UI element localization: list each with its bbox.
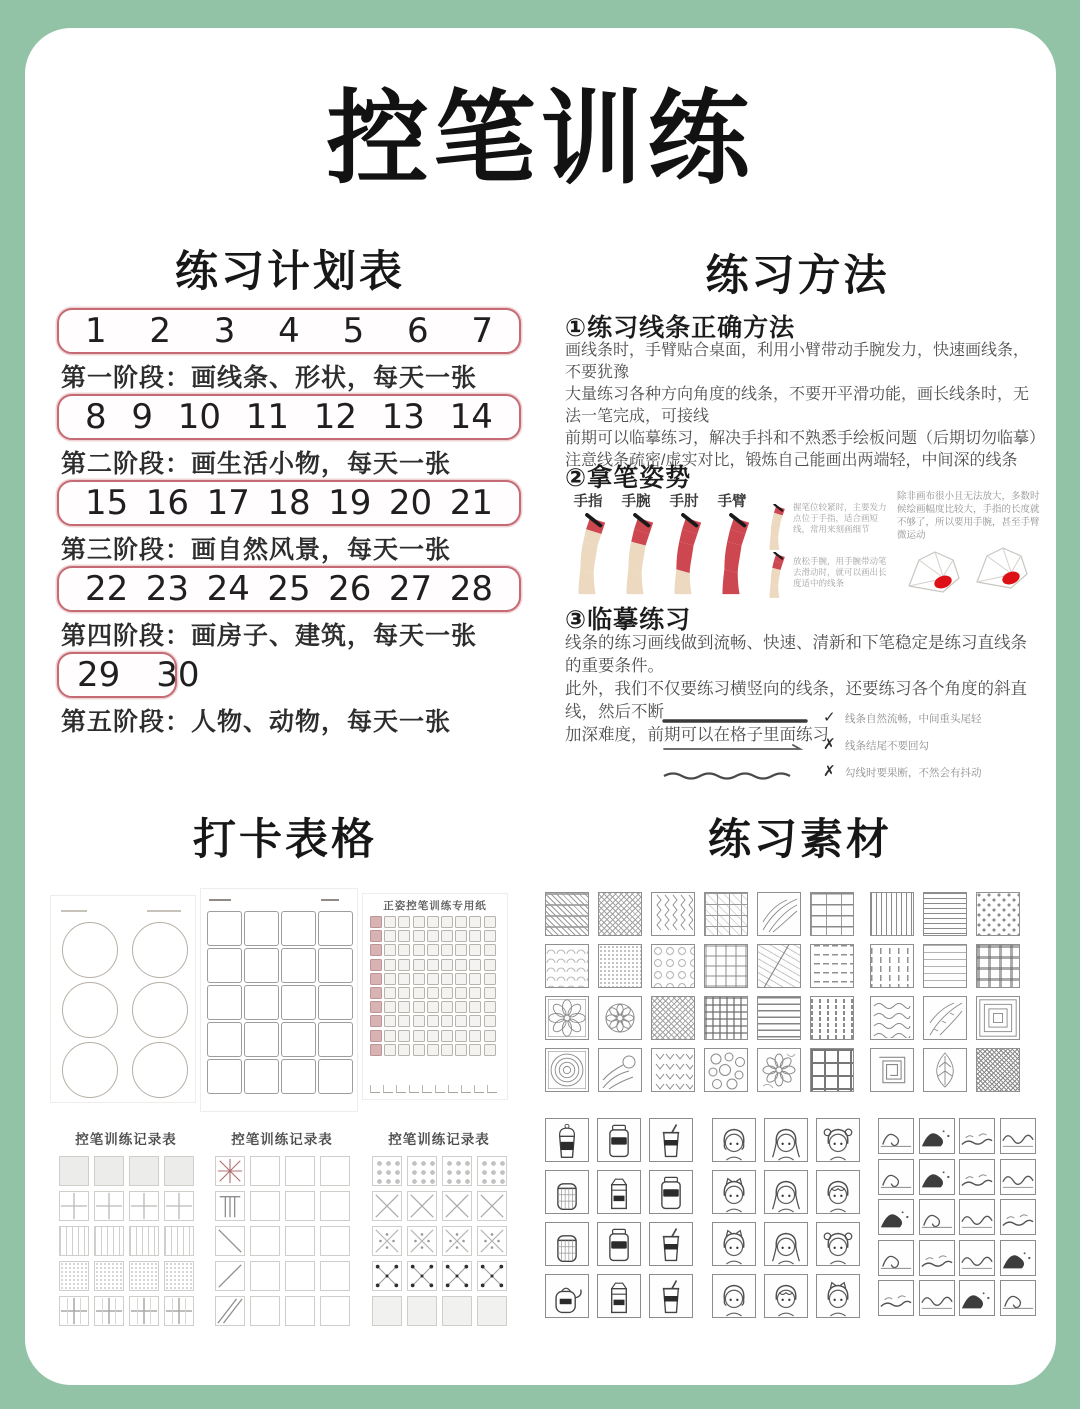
pattern-tile-pebbles [704, 1048, 748, 1092]
material-pattern-row [545, 892, 1020, 936]
record-cell-quadrant [164, 1191, 194, 1221]
drink-tile-snack-pack [597, 1170, 641, 1214]
pattern-tile-leaf-branches [923, 996, 967, 1040]
pattern-tile-fine-herringbone [651, 996, 695, 1040]
day-number: 13 [381, 397, 425, 437]
pattern-tile-dash-rows [810, 944, 854, 988]
wave-tile-breaking-crest [878, 1199, 914, 1235]
day-number: 20 [388, 483, 433, 523]
record-cell-blank [320, 1261, 350, 1291]
pattern-tile-scribble-lattice [976, 1048, 1020, 1092]
record-cell-diagonal-up [215, 1261, 245, 1291]
record-cell-blank [285, 1191, 315, 1221]
material-girls-board [712, 1118, 860, 1318]
record-cell-quadrant [59, 1191, 89, 1221]
day-number: 17 [206, 483, 250, 523]
day-number: 5 [342, 311, 365, 351]
record-cell-eight-spoke-star [215, 1156, 245, 1186]
record-cell-vertical-lines [129, 1226, 159, 1256]
record-cell-blank [285, 1226, 315, 1256]
wave-tile-rolling-wave [959, 1199, 995, 1235]
method-section-title: ①练习线条正确方法 [565, 314, 796, 342]
record-cell-x-cross [407, 1191, 437, 1221]
day-number: 1 [85, 311, 107, 351]
record-cell-vertical-lines [59, 1226, 89, 1256]
pattern-tile-herringbone [651, 892, 695, 936]
cross-mark-icon: ✗ [823, 763, 836, 780]
record-grid [211, 1156, 353, 1326]
record-sheet [368, 1128, 510, 1326]
day-number: 12 [313, 397, 357, 437]
pattern-tile-circle-columns [651, 944, 695, 988]
record-cell-x-cross-dots [477, 1226, 507, 1256]
pattern-tile-text-lines [757, 996, 801, 1040]
day-number: 2 [149, 311, 172, 351]
record-cell-shaded [94, 1156, 124, 1186]
pattern-tile-wave-lines [870, 996, 914, 1040]
record-cell-polka-dots [442, 1156, 472, 1186]
record-cell-x-cross [442, 1191, 472, 1221]
record-cell-blank [320, 1191, 350, 1221]
record-cell-blank [320, 1226, 350, 1256]
girl-tile-twin-buns [816, 1118, 860, 1162]
record-cell-blank [250, 1261, 280, 1291]
method-paragraph: 大量练习各种方向角度的线条，不要开平滑功能，画长线条时，无法一笔完成，可接线 [565, 386, 1030, 425]
arm-part-label: 手臂 [717, 494, 747, 510]
record-cell-stipple [164, 1261, 194, 1291]
drink-tile-milk-carton [597, 1274, 641, 1318]
record-sheet-title: 控笔训练记录表 [388, 1132, 490, 1147]
pattern-tile-petal-flower [545, 996, 589, 1040]
pattern-tile-stitch-columns [810, 996, 854, 1040]
record-cell-blank [285, 1296, 315, 1326]
material-waves-board [878, 1118, 1036, 1316]
pattern-tile-bold-grid [810, 1048, 854, 1092]
day-number: 23 [145, 569, 190, 609]
girl-tile-puppy-ears [712, 1222, 756, 1266]
method-paragraph: 画线条时，手臂贴合桌面，利用小臂带动手腕发力，快速画线条，不要犹豫 [565, 342, 1030, 381]
pattern-tile-chevron-dots [651, 1048, 695, 1092]
material-pattern-row [545, 996, 1020, 1040]
record-cell-window-grid [164, 1296, 194, 1326]
materials-heading: 练习素材 [708, 816, 892, 864]
girl-tile-cat-ears [712, 1170, 756, 1214]
drink-tile-teapot [545, 1274, 589, 1318]
special-sheet-title: 正姿控笔训练专用纸 [383, 900, 487, 912]
record-sheet [211, 1128, 353, 1326]
record-cell-x-cross-dots [372, 1226, 402, 1256]
record-cell-x-cross-dots [407, 1226, 437, 1256]
record-cell-x-corner-dots [407, 1261, 437, 1291]
material-pattern-row [545, 1048, 1020, 1092]
record-cell-x-cross [372, 1191, 402, 1221]
day-number: 7 [471, 311, 493, 351]
tracing-paragraph-line: 加深难度，前期可以在格子里面练习 [565, 726, 829, 744]
day-number: 9 [131, 397, 153, 437]
wave-tile-rolling-wave [1000, 1159, 1036, 1195]
stage-label: 第五阶段：人物、动物，每天一张 [61, 708, 452, 736]
tracing-paragraph-line: 此外，我们不仅要练习横竖向的线条，还要练习各个角度的斜直线，然后不断 [565, 680, 1027, 721]
cross-mark-icon: ✗ [823, 736, 836, 753]
method-section-title: ③临摹练习 [565, 606, 692, 634]
pattern-tile-rosette [598, 996, 642, 1040]
day-number: 26 [328, 569, 372, 609]
day-number: 22 [85, 569, 129, 609]
example-caption: 勾线时要果断，不然会有抖动 [845, 767, 982, 779]
drink-tile-mesh-mug [545, 1222, 589, 1266]
pattern-tile-dash-columns [870, 944, 914, 988]
pattern-tile-leaf-veins [923, 1048, 967, 1092]
record-cell-vertical-lines [94, 1226, 124, 1256]
pattern-tile-concentric-circles [545, 1048, 589, 1092]
pattern-tile-square-spiral [870, 1048, 914, 1092]
day-number: 3 [213, 311, 236, 351]
pattern-tile-plaid [976, 944, 1020, 988]
method-section-title: ②拿笔姿势 [565, 464, 692, 492]
record-cell-window-grid [94, 1296, 124, 1326]
stage-label: 第二阶段：画生活小物，每天一张 [61, 450, 452, 478]
wave-tile-foam-spray [878, 1280, 914, 1316]
method-paragraph: 前期可以临摹练习，解决手抖和不熟悉手绘板问题（后期切勿临摹） [565, 430, 1046, 447]
wave-tile-breaking-crest [919, 1159, 955, 1195]
record-cell-stipple [59, 1261, 89, 1291]
drink-tile-soda-cup [649, 1118, 693, 1162]
arm-part-label: 手腕 [621, 494, 651, 510]
page-title: 控笔训练 [326, 82, 755, 196]
record-cell-quadrant [129, 1191, 159, 1221]
pattern-tile-floral-scribble [757, 1048, 801, 1092]
checkin-heading: 打卡表格 [193, 816, 377, 864]
record-cell-faint-shade [477, 1296, 507, 1326]
grip-note-canvas-size: 除非画布很小且无法放大，多数时候绘画幅度比较大，手指的长度就不够了，所以要用手腕，甚至手臂微运动 [897, 491, 1040, 541]
wave-tile-curling-wave [1000, 1280, 1036, 1316]
stage-label: 第三阶段：画自然风景，每天一张 [61, 536, 452, 564]
pattern-tile-horizontal-lines [923, 892, 967, 936]
wave-tile-rolling-wave [959, 1240, 995, 1276]
example-caption: 线条结尾不要回勾 [845, 740, 929, 752]
day-number: 15 [85, 483, 129, 523]
day-number: 27 [388, 569, 433, 609]
drink-tile-coffee-jar [597, 1118, 641, 1162]
drink-tile-stacked-cup [545, 1170, 589, 1214]
record-cell-x-corner-dots [477, 1261, 507, 1291]
record-grid [55, 1156, 197, 1326]
girl-tile-long-straight [764, 1222, 808, 1266]
grip-note-wrist-lines: 放松手腕，用手腕带动笔去滑动时，就可以画出长度适中的线条 [793, 556, 887, 588]
wave-tile-foam-spray [959, 1118, 995, 1154]
day-number: 19 [328, 483, 372, 523]
check-mark-icon: ✓ [823, 709, 836, 726]
wave-tile-curling-wave [878, 1240, 914, 1276]
record-cell-faint-shade [372, 1296, 402, 1326]
stage-label: 第四阶段：画房子、建筑，每天一张 [61, 622, 478, 650]
record-cell-blank [320, 1296, 350, 1326]
pattern-tile-leaf-texture [757, 892, 801, 936]
girl-tile-bear-hood [816, 1274, 860, 1318]
record-cell-blank [285, 1261, 315, 1291]
record-cell-blank [250, 1156, 280, 1186]
record-cell-diagonal-down [215, 1226, 245, 1256]
day-number: 8 [85, 397, 107, 437]
record-cell-stipple [94, 1261, 124, 1291]
day-number: 10 [177, 397, 221, 437]
day-number: 28 [449, 569, 493, 609]
wave-tile-foam-spray [1000, 1199, 1036, 1235]
pattern-tile-stone-grid [704, 892, 748, 936]
record-cell-shaded [164, 1156, 194, 1186]
pattern-tile-vertical-lines [870, 892, 914, 936]
girl-tile-fluffy [764, 1274, 808, 1318]
record-cell-window-grid [59, 1296, 89, 1326]
wave-tile-curling-wave [878, 1159, 914, 1195]
arm-part-label: 手指 [573, 494, 603, 510]
record-cell-shaded [129, 1156, 159, 1186]
drink-tile-slotted-cup [649, 1222, 693, 1266]
material-pattern-grid [545, 892, 1020, 1100]
day-number: 11 [245, 397, 289, 437]
day-number: 21 [449, 483, 493, 523]
record-cell-x-corner-dots [442, 1261, 472, 1291]
day-number: 25 [267, 569, 311, 609]
record-cell-blank [285, 1156, 315, 1186]
day-number: 30 [156, 655, 200, 695]
record-cell-blank [250, 1296, 280, 1326]
girl-tile-bob-bangs [816, 1170, 860, 1214]
record-cell-window-grid [129, 1296, 159, 1326]
material-drinks-board [545, 1118, 693, 1318]
drink-tile-hat-bucket [597, 1222, 641, 1266]
record-grid [368, 1156, 510, 1326]
pattern-tile-diamond-dots [976, 892, 1020, 936]
pattern-tile-diagonal-panel [757, 944, 801, 988]
day-number: 29 [77, 655, 121, 695]
wave-tile-rolling-wave [919, 1280, 955, 1316]
wave-tile-foam-spray [919, 1240, 955, 1276]
girl-tile-short-curl [712, 1274, 756, 1318]
grip-note-short-lines: 握笔位较紧时，主要发力点位于手指，适合画短线，常用来刻画细节 [793, 502, 887, 534]
day-number: 14 [449, 397, 493, 437]
material-pattern-row [545, 944, 1020, 988]
wave-tile-breaking-crest [919, 1118, 955, 1154]
record-cell-x-cross-dots [442, 1226, 472, 1256]
record-cell-x-cross [477, 1191, 507, 1221]
wave-tile-curling-wave [919, 1199, 955, 1235]
day-number: 6 [406, 311, 429, 351]
pattern-tile-scale-lattice [545, 944, 589, 988]
day-number: 24 [206, 569, 250, 609]
record-cell-polka-dots [372, 1156, 402, 1186]
day-number: 16 [145, 483, 190, 523]
tracing-paragraph-line: 线条的练习画线做到流畅、快速、清新和下笔稳定是练习直线条的重要条件。 [565, 634, 1027, 675]
pattern-tile-light-plaid [704, 944, 748, 988]
stage-label: 第一阶段：画线条、形状，每天一张 [61, 364, 478, 392]
record-sheet-title: 控笔训练记录表 [75, 1132, 177, 1147]
poster-card [25, 28, 1056, 1385]
day-number: 4 [278, 311, 300, 351]
day-number: 18 [267, 483, 311, 523]
plan-heading: 练习计划表 [175, 248, 405, 296]
pattern-tile-fine-lines [923, 944, 967, 988]
record-cell-faint-shade [442, 1296, 472, 1326]
girl-tile-long-wavy [764, 1170, 808, 1214]
record-cell-blank [250, 1191, 280, 1221]
record-cell-x-corner-dots [372, 1261, 402, 1291]
record-cell-stipple [129, 1261, 159, 1291]
pattern-tile-dense-plaid [704, 996, 748, 1040]
drink-tile-iced-drink [649, 1274, 693, 1318]
record-sheet-title: 控笔训练记录表 [231, 1132, 333, 1147]
girl-tile-curly [816, 1222, 860, 1266]
arm-part-label: 手肘 [669, 494, 699, 510]
record-cell-polka-dots [407, 1156, 437, 1186]
pattern-tile-curve-circle [598, 1048, 642, 1092]
record-cell-shaded [59, 1156, 89, 1186]
method-paragraph: 注意线条疏密/虚实对比，锻炼自己能画出两端轻，中间深的线条 [565, 452, 1018, 469]
pattern-tile-cross-hatch [598, 892, 642, 936]
pattern-tile-brick-rows [810, 892, 854, 936]
drink-tile-labeled-jar [649, 1170, 693, 1214]
drink-tile-sundae-cup [545, 1118, 589, 1162]
pattern-tile-square-maze [976, 996, 1020, 1040]
wave-tile-foam-spray [959, 1159, 995, 1195]
wave-tile-curling-wave [878, 1118, 914, 1154]
wave-tile-rolling-wave [1000, 1118, 1036, 1154]
record-cell-quadrant [94, 1191, 124, 1221]
record-sheet [55, 1128, 197, 1326]
girl-tile-long-hair [764, 1118, 808, 1162]
record-cell-double-diagonal [215, 1296, 245, 1326]
record-cell-vertical-lines [164, 1226, 194, 1256]
pattern-tile-dot-hatch [598, 944, 642, 988]
example-caption: 线条自然流畅，中间重头尾轻 [845, 713, 982, 725]
record-cell-polka-dots [477, 1156, 507, 1186]
pattern-tile-banded-hatch [545, 892, 589, 936]
methods-heading: 练习方法 [705, 252, 890, 300]
wave-tile-breaking-crest [1000, 1240, 1036, 1276]
record-cell-rail-lines [215, 1191, 245, 1221]
wave-tile-breaking-crest [959, 1280, 995, 1316]
record-cell-faint-shade [407, 1296, 437, 1326]
record-cell-blank [320, 1156, 350, 1186]
girl-tile-short-bob [712, 1118, 756, 1162]
record-cell-blank [250, 1226, 280, 1256]
